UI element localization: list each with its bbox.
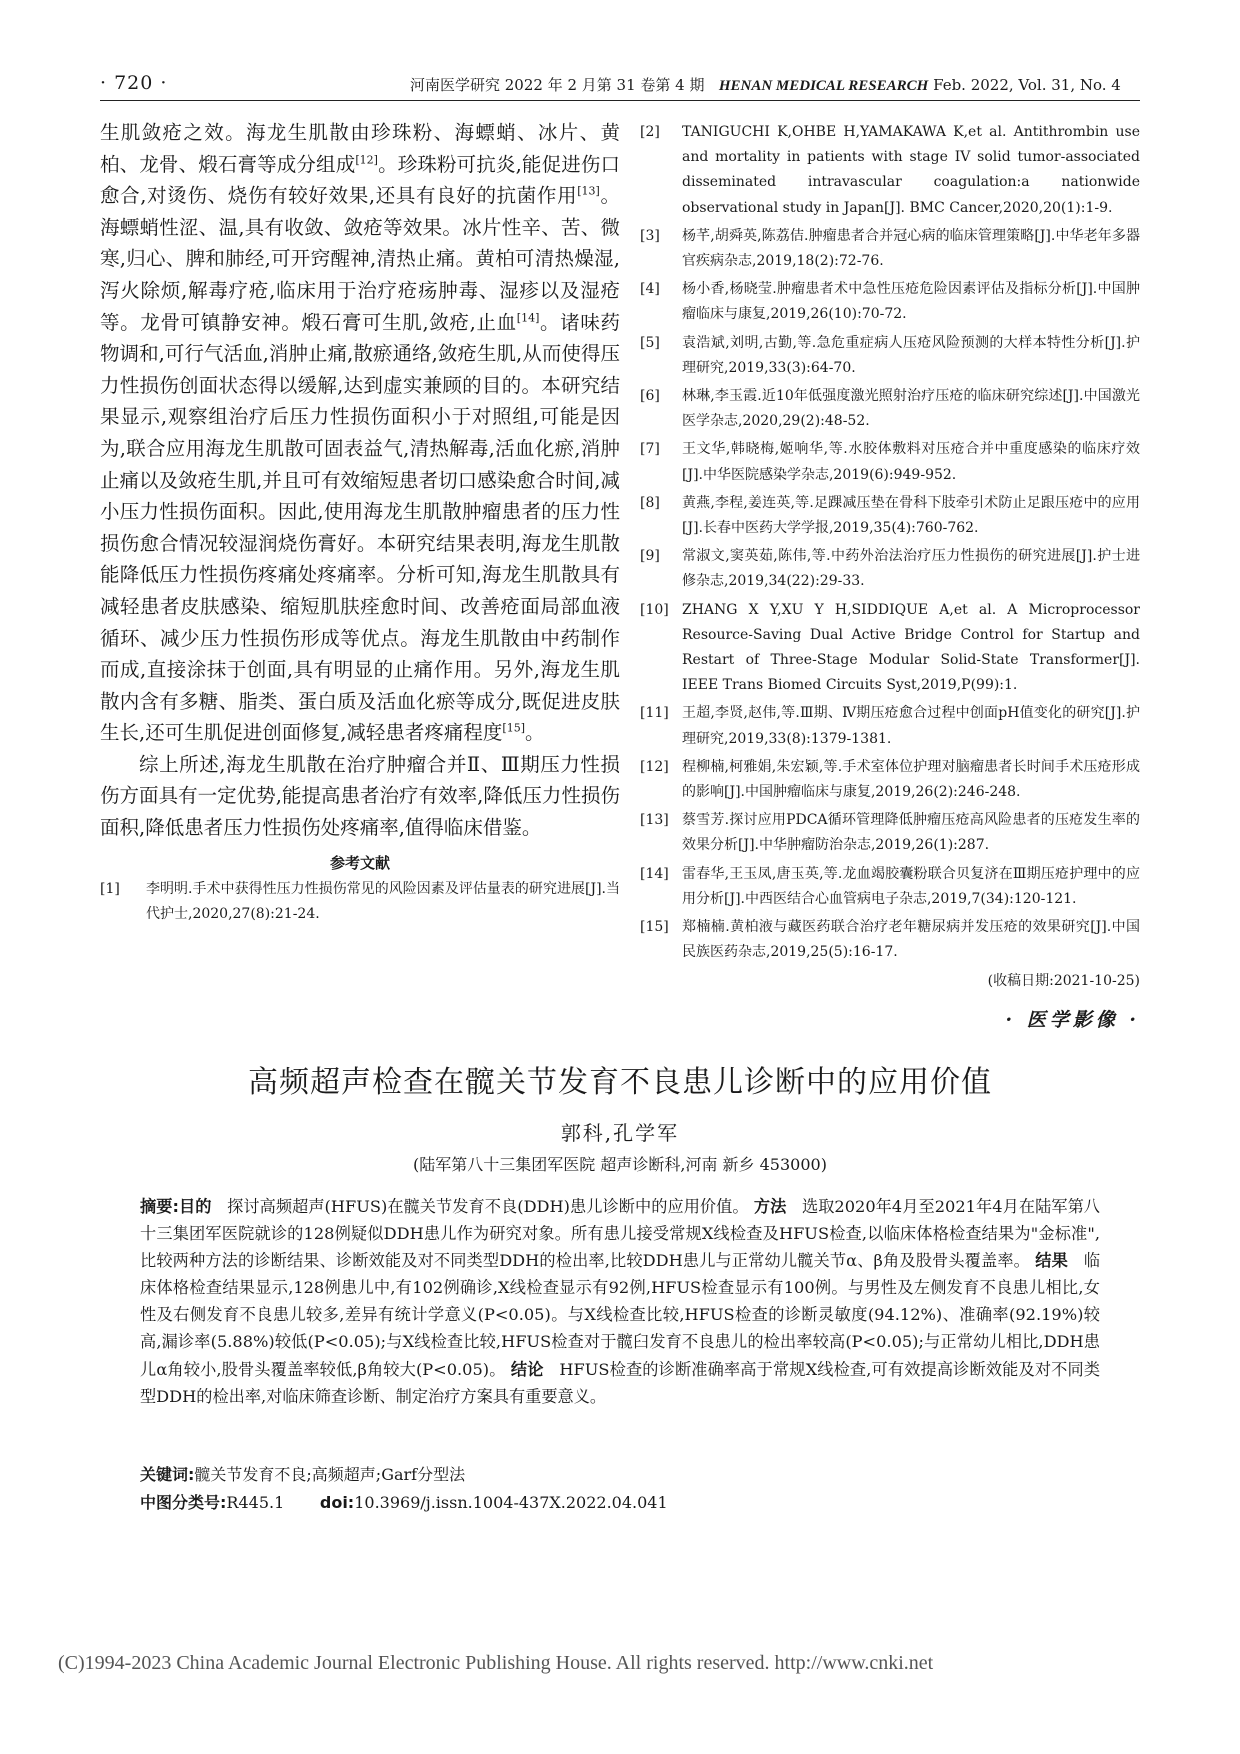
received-date: (收稿日期:2021-10-25): [987, 972, 1140, 989]
copyright-footer: (C)1994-2023 China Academic Journal Electronic Publishing House. All rights reserved. http://www.cnki.net: [58, 1652, 934, 1674]
results-label: 结果: [1035, 1251, 1068, 1271]
section-tag: · 医学影像 ·: [1005, 1009, 1140, 1031]
reference-number: [7]: [640, 441, 660, 458]
article-affiliation: (陆军第八十三集团军医院 超声诊断科,河南 新乡 453000): [413, 1155, 827, 1174]
reference-number: [10]: [640, 601, 669, 618]
reference-number: [13]: [640, 812, 669, 829]
citation: [13]: [577, 184, 600, 198]
journal-line-zh: 河南医学研究 2022 年 2 月第 31 卷第 4 期: [410, 76, 705, 94]
keywords-label: 关键词:: [140, 1465, 195, 1484]
reference-item: [640, 277, 1140, 327]
article-authors: 郭科,孔学军: [560, 1121, 680, 1145]
reference-item: [640, 915, 1140, 965]
reference-text: TANIGUCHI K,OHBE H,YAMAKAWA K,et al. Antithrombin use and mortality in patients with stage IV solid tumor-associated disseminated intravascular coagulation:a nationwide observational study in Japan[J]. BMC Cancer,2020,20(1):1-9.: [682, 124, 1140, 216]
abstract: [140, 1193, 1100, 1410]
right-column: [640, 120, 1140, 993]
reference-number: [5]: [640, 334, 660, 351]
page-number: · 720 ·: [100, 72, 168, 94]
reference-item: [640, 544, 1140, 594]
reference-number: [15]: [640, 919, 669, 936]
keywords: [140, 1462, 1100, 1485]
reference-text: 李明明.手术中获得性压力性损伤常见的风险因素及评估量表的研究进展[J].当代护士,2020,27(8):21-24.: [146, 880, 620, 922]
conclusion-label: 结论: [510, 1359, 544, 1379]
reference-text: 王文华,韩晓梅,姬响华,等.水胶体敷料对压疮合并中重度感染的临床疗效[J].中华医院感染学杂志,2019(6):949-952.: [682, 441, 1140, 483]
methods-label: 方法: [753, 1197, 787, 1216]
reference-text: 郑楠楠.黄柏液与藏医药联合治疗老年糖尿病并发压疮的效果研究[J].中国民族医药杂志,2019,25(5):16-17.: [682, 919, 1140, 961]
issue-en: Feb. 2022, Vol. 31, No. 4: [933, 76, 1121, 94]
reference-item: [100, 877, 620, 927]
reference-list: [640, 120, 1140, 966]
reference-number: [4]: [640, 281, 660, 298]
running-header: [410, 74, 1121, 95]
clc-label: 中图分类号:: [140, 1493, 227, 1512]
body-paragraph-1: 生肌敛疮之效。海龙生肌散由珍珠粉、海螵蛸、冰片、黄柏、龙骨、煅石膏等成分组成[12]。珍珠粉可抗炎,能促进伤口愈合,对烫伤、烧伤有较好效果,还具有良好的抗菌作用[13]。海螵蛸性涩、温,具有收敛、敛疮等效果。冰片性辛、苦、微寒,归心、脾和肺经,可开窍醒神,清热止痛。黄柏可清热燥湿,泻火除烦,解毒疗疮,临床用于治疗疮疡肿毒、湿疹以及湿疮等。龙骨可镇静安神。煅石膏可生肌,敛疮,止血[14]。诸味药物调和,可行气活血,消肿止痛,散瘀通络,敛疮生肌,从而使得压力性损伤创面状态得以缓解,达到虚实兼顾的目的。本研究结果显示,观察组治疗后压力性损伤面积小于对照组,可能是因为,联合应用海龙生肌散可固表益气,清热解毒,活血化瘀,消肿止痛以及敛疮生肌,并且可有效缩短患者切口感染愈合时间,减小压力性损伤面积。因此,使用海龙生肌散肿瘤患者的压力性损伤愈合情况较湿润烧伤膏好。本研究结果表明,海龙生肌散能降低压力性损伤疼痛处疼痛率。分析可知,海龙生肌散具有减轻患者皮肤感染、缩短肌肤痊愈时间、改善疮面局部血液循环、减少压力性损伤形成等优点。海龙生肌散由中药制作而成,直接涂抹于创面,具有明显的止痛作用。另外,海龙生肌散内含有多糖、脂类、蛋白质及活血化瘀等成分,既促进皮肤生长,还可生肌促进创面修复,减轻患者疼痛程度[15]。: [100, 121, 620, 745]
reference-item: [640, 120, 1140, 221]
article-title: 高频超声检查在髋关节发育不良患儿诊断中的应用价值: [248, 1065, 992, 1100]
doi-value: 10.3969/j.issn.1004-437X.2022.04.041: [354, 1493, 668, 1512]
clc-value: R445.1: [226, 1493, 285, 1512]
reference-item: [640, 437, 1140, 487]
reference-text: 程柳楠,柯雅娟,朱宏颖,等.手术室体位护理对脑瘤患者长时间手术压疮形成的影响[J].中国肿瘤临床与康复,2019,26(2):246-248.: [682, 758, 1140, 801]
reference-text: 蔡雪芳.探讨应用PDCA循环管理降低肿瘤压疮高风险患者的压疮发生率的效果分析[J].中华肿瘤防治杂志,2019,26(1):287.: [682, 812, 1140, 854]
reference-text: 王超,李贤,赵伟,等.Ⅲ期、Ⅳ期压疮愈合过程中创面pH值变化的研究[J].护理研究,2019,33(8):1379-1381.: [682, 705, 1140, 747]
keywords-text: 髋关节发育不良;高频超声;Garf分型法: [194, 1465, 466, 1484]
reference-item: [640, 491, 1140, 541]
reference-item: [640, 701, 1140, 751]
abstract-label: 摘要:目的: [140, 1197, 212, 1216]
classification-line: [140, 1490, 1100, 1513]
reference-item: [640, 384, 1140, 434]
doi-label: doi:: [319, 1493, 355, 1512]
abstract-objective: 探讨高频超声(HFUS)在髋关节发育不良(DDH)患儿诊断中的应用价值。: [227, 1197, 749, 1216]
reference-text: ZHANG X Y,XU Y H,SIDDIQUE A,et al. A Microprocessor Resource-Saving Dual Active Bridge Control for Startup and Restart of Three-Stage Modular Solid-State Transformer[J]. IEEE Trans Biomed Circuits Syst,2019,P(99):1.: [682, 601, 1140, 694]
header-rule: [100, 100, 1140, 101]
abstract-methods: 选取2020年4月至2021年4月在陆军第八十三集团军医院就诊的128例疑似DDH患儿作为研究对象。所有患儿接受常规X线检查及HFUS检查,以临床体格检查结果为"金标准",比较两种方法的诊断结果、诊断效能及对不同类型DDH的检出率,比较DDH患儿与正常幼儿髋关节α、β角及股骨头覆盖率。: [140, 1197, 1100, 1271]
reference-number: [11]: [640, 705, 669, 722]
citation: [12]: [355, 153, 378, 167]
reference-text: 杨小香,杨晓莹.肿瘤患者术中急性压疮危险因素评估及指标分析[J].中国肿瘤临床与康复,2019,26(10):70-72.: [682, 281, 1140, 323]
reference-text: 黄燕,李程,姜连英,等.足踝减压垫在骨科下肢牵引术防止足跟压疮中的应用[J].长春中医药大学学报,2019,35(4):760-762.: [682, 494, 1140, 537]
reference-text: 林琳,李玉霞.近10年低强度激光照射治疗压疮的临床研究综述[J].中国激光医学杂志,2020,29(2):48-52.: [682, 388, 1140, 430]
reference-text: 常淑文,窦英茹,陈伟,等.中药外治法治疗压力性损伤的研究进展[J].护士进修杂志,2019,34(22):29-33.: [682, 548, 1140, 590]
reference-item: [640, 598, 1140, 699]
citation: [14]: [516, 311, 540, 325]
reference-item: [640, 862, 1140, 912]
reference-number: [2]: [640, 124, 660, 140]
journal-name-en: HENAN MEDICAL RESEARCH: [718, 78, 929, 94]
reference-text: 袁浩斌,刘明,古勤,等.急危重症病人压疮风险预测的大样本特性分析[J].护理研究,2019,33(3):64-70.: [682, 334, 1140, 376]
citation: [15]: [502, 721, 525, 735]
reference-text: 杨芊,胡舜英,陈荔佶.肿瘤患者合并冠心病的临床管理策略[J].中华老年多器官疾病杂志,2019,18(2):72-76.: [682, 227, 1140, 270]
reference-number: [14]: [640, 865, 669, 882]
reference-number: [9]: [640, 548, 660, 565]
abstract-results: 临床体格检查结果显示,128例患儿中,有102例确诊,X线检查显示有92例,HFUS检查显示有100例。与男性及左侧发育不良患儿相比,女性及右侧发育不良患儿较多,差异有统计学意义(P<0.05)。与X线检查比较,HFUS检查的诊断灵敏度(94.12%)、准确率(92.19%)较高,漏诊率(5.88%)较低(P<0.05);与X线检查比较,HFUS检查对于髋臼发育不良患儿的检出率较高(P<0.05);与正常幼儿相比,DDH患儿α角较小,股骨头覆盖率较低,β角较大(P<0.05)。: [140, 1251, 1100, 1379]
left-column: [100, 117, 620, 927]
references-title: 参考文献: [329, 853, 390, 872]
reference-number: [8]: [640, 494, 660, 511]
reference-item: [640, 755, 1140, 805]
body-paragraph-2: 综上所述,海龙生肌散在治疗肿瘤合并Ⅱ、Ⅲ期压力性损伤方面具有一定优势,能提高患者治疗有效率,降低压力性损伤面积,降低患者压力性损伤处疼痛率,值得临床借鉴。: [100, 752, 620, 840]
reference-text: 雷春华,王玉凤,唐玉英,等.龙血竭胶囊粉联合贝复济在Ⅲ期压疮护理中的应用分析[J].中西医结合心血管病电子杂志,2019,7(34):120-121.: [682, 865, 1140, 907]
reference-item: [640, 808, 1140, 858]
abstract-conclusion: HFUS检查的诊断准确率高于常规X线检查,可有效提高诊断效能及对不同类型DDH的检出率,对临床筛查诊断、制定治疗方案具有重要意义。: [140, 1359, 1101, 1406]
reference-number: [1]: [100, 880, 120, 897]
reference-number: [3]: [640, 227, 660, 244]
reference-number: [12]: [640, 758, 669, 775]
reference-item: [640, 224, 1140, 274]
reference-number: [6]: [640, 388, 660, 405]
reference-item: [640, 331, 1140, 381]
